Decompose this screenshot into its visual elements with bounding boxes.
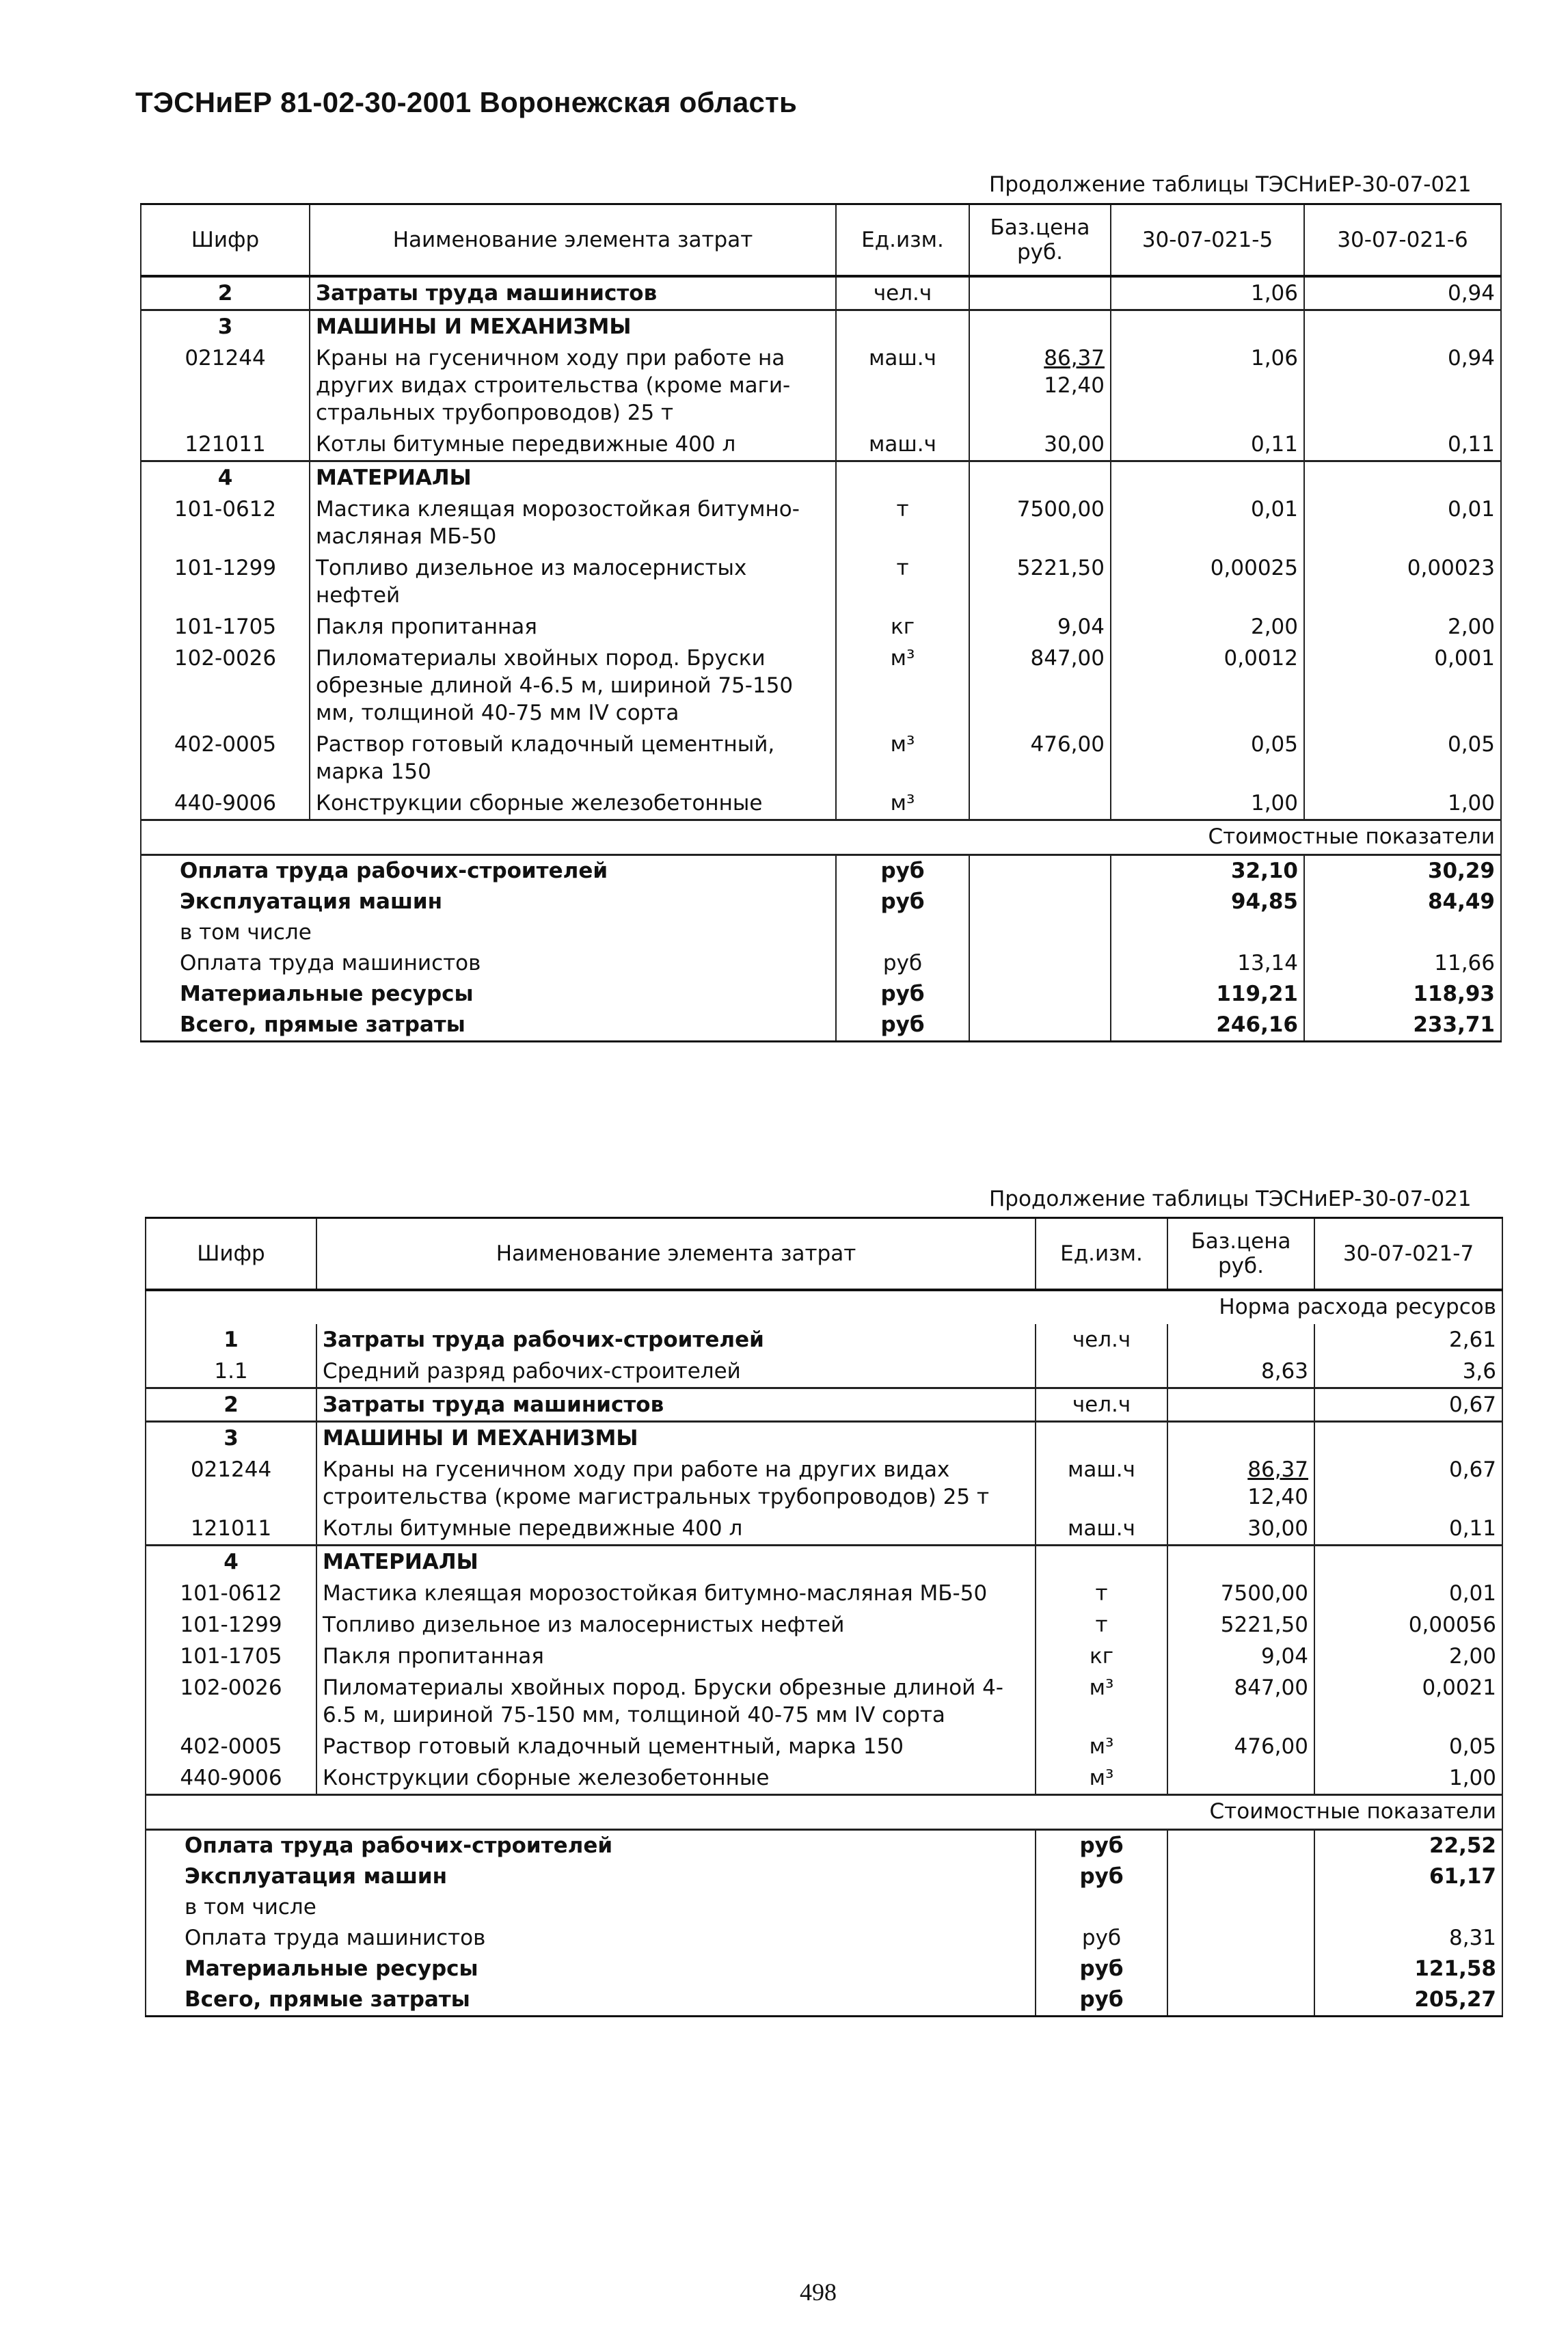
cell-unit: чел.ч (836, 276, 969, 310)
summary-row (146, 1830, 1502, 1862)
header-name: Наименование элемента затрат (310, 204, 836, 277)
cost-spacer (141, 820, 1111, 855)
base-price-value: 7500,00 (1016, 497, 1105, 522)
table-row (146, 1641, 1502, 1672)
cell-code: 1 (146, 1324, 316, 1356)
cell-code: 4 (146, 1546, 316, 1578)
cell-base-price (1167, 1356, 1314, 1388)
summary-row (141, 887, 1501, 917)
cell-base-price (969, 461, 1111, 494)
cell-a: 0,67 (1314, 1388, 1502, 1422)
cell-code: 102-0026 (141, 643, 310, 729)
cell-a (1314, 1422, 1502, 1455)
cell-unit: маш.ч (836, 429, 969, 461)
header-unit: Ед.изм. (1036, 1218, 1167, 1291)
header-unit: Ед.изм. (836, 204, 969, 277)
cell-name: МАТЕРИАЛЫ (310, 461, 836, 494)
summary-row (146, 1861, 1502, 1892)
cell-code: 3 (141, 310, 310, 343)
summary-b: 84,49 (1304, 887, 1501, 917)
summary-blank (969, 855, 1111, 887)
table-row (146, 1356, 1502, 1388)
table-row (146, 1388, 1502, 1422)
cell-name: Средний разряд рабочих-строителей (316, 1356, 1036, 1388)
cell-base-price (969, 310, 1111, 343)
summary-label: Материальные ресурсы (141, 979, 836, 1010)
cell-name: Краны на гусеничном ходу при работе на других видах строительства (кроме магистральных трубопроводов) 25 т (316, 1454, 1036, 1513)
cell-b: 0,00023 (1304, 552, 1501, 611)
cell-a: 0,00025 (1111, 552, 1304, 611)
cell-base-price (1167, 1422, 1314, 1455)
header-col-a: 30-07-021-5 (1111, 204, 1304, 277)
cell-name: Затраты труда машинистов (316, 1388, 1036, 1422)
cell-base-price (1167, 1388, 1314, 1422)
base-price-value: 5221,50 (1016, 556, 1105, 580)
cell-base-price (969, 494, 1111, 552)
cell-code: 402-0005 (146, 1731, 316, 1762)
cell-code: 021244 (146, 1454, 316, 1513)
table-row (146, 1546, 1502, 1578)
summary-blank (1167, 1923, 1314, 1954)
cost-label: Стоимостные показатели (1167, 1795, 1502, 1830)
header-code: Шифр (146, 1218, 316, 1291)
table-row (146, 1672, 1502, 1731)
base-price-value: 86,37 (1247, 1457, 1308, 1482)
summary-unit (836, 917, 969, 948)
base-price-value: 9,04 (1057, 615, 1105, 639)
summary-label: Оплата труда машинистов (146, 1923, 1036, 1954)
cell-a: 0,11 (1111, 429, 1304, 461)
summary-row (146, 1984, 1502, 2017)
cell-code: 4 (141, 461, 310, 494)
cell-name: Пиломатериалы хвойных пород. Бруски обрезные длиной 4-6.5 м, шириной 75-150 мм, толщиной 40-75 мм IV сорта (310, 643, 836, 729)
cell-a: 0,05 (1314, 1731, 1502, 1762)
table-row (141, 310, 1501, 343)
base-price-wage-value: 12,40 (1044, 373, 1105, 398)
cost-spacer (146, 1795, 1167, 1830)
cell-code: 101-1705 (141, 611, 310, 643)
cell-a: 0,00056 (1314, 1609, 1502, 1641)
cell-unit (1036, 1422, 1167, 1455)
cell-b: 0,94 (1304, 342, 1501, 429)
summary-row (146, 1954, 1502, 1984)
cell-name: Пакля пропитанная (316, 1641, 1036, 1672)
cell-unit: м³ (1036, 1672, 1167, 1731)
table-row (141, 276, 1501, 310)
cell-a: 0,01 (1111, 494, 1304, 552)
table-row (141, 729, 1501, 787)
cell-b: 0,05 (1304, 729, 1501, 787)
table-row (141, 643, 1501, 729)
cell-base-price (969, 276, 1111, 310)
cell-name: Краны на гусеничном ходу при работе на других видах строительства (кроме маги-стральных трубопроводов) 25 т (310, 342, 836, 429)
summary-unit: руб (836, 1010, 969, 1042)
cell-a: 3,6 (1314, 1356, 1502, 1388)
summary-blank (1167, 1861, 1314, 1892)
summary-row (141, 948, 1501, 979)
cell-name: Мастика клеящая морозостойкая битумно-масляная МБ-50 (310, 494, 836, 552)
summary-blank (969, 887, 1111, 917)
cell-base-price (1167, 1578, 1314, 1609)
table-header-row (141, 204, 1501, 277)
cell-a: 1,00 (1111, 787, 1304, 820)
summary-blank (969, 917, 1111, 948)
summary-a (1111, 917, 1304, 948)
cell-unit: м³ (836, 787, 969, 820)
summary-blank (969, 979, 1111, 1010)
cell-unit: м³ (836, 643, 969, 729)
base-price-value: 847,00 (1234, 1675, 1308, 1700)
cell-base-price (1167, 1324, 1314, 1356)
summary-unit: руб (1036, 1923, 1167, 1954)
cell-name: Раствор готовый кладочный цементный, марка 150 (310, 729, 836, 787)
header-name: Наименование элемента затрат (316, 1218, 1036, 1291)
cell-name: Пиломатериалы хвойных пород. Бруски обрезные длиной 4-6.5 м, шириной 75-150 мм, толщиной 40-75 мм IV сорта (316, 1672, 1036, 1731)
cell-name: МАШИНЫ И МЕХАНИЗМЫ (316, 1422, 1036, 1455)
cell-a: 0,05 (1111, 729, 1304, 787)
cell-b: 0,94 (1304, 276, 1501, 310)
base-price-value: 30,00 (1247, 1516, 1308, 1541)
cell-code: 402-0005 (141, 729, 310, 787)
norm-spacer (146, 1290, 1167, 1324)
summary-a: 13,14 (1111, 948, 1304, 979)
table-row (141, 611, 1501, 643)
cell-code: 3 (146, 1422, 316, 1455)
summary-b: 30,29 (1304, 855, 1501, 887)
summary-unit: руб (836, 948, 969, 979)
cell-name: МАТЕРИАЛЫ (316, 1546, 1036, 1578)
cell-base-price (969, 787, 1111, 820)
cell-name: Конструкции сборные железобетонные (310, 787, 836, 820)
summary-a (1314, 1892, 1502, 1923)
header-col-a: 30-07-021-7 (1314, 1218, 1502, 1291)
cell-code: 021244 (141, 342, 310, 429)
summary-row (141, 917, 1501, 948)
summary-label: Эксплуатация машин (141, 887, 836, 917)
cell-a: 0,0021 (1314, 1672, 1502, 1731)
summary-label: Всего, прямые затраты (141, 1010, 836, 1042)
summary-label: Эксплуатация машин (146, 1861, 1036, 1892)
table-row (146, 1513, 1502, 1546)
cell-b: 0,01 (1304, 494, 1501, 552)
cell-code: 101-0612 (146, 1578, 316, 1609)
cell-a: 2,61 (1314, 1324, 1502, 1356)
cell-base-price (1167, 1513, 1314, 1546)
summary-a: 61,17 (1314, 1861, 1502, 1892)
cell-unit: м³ (836, 729, 969, 787)
summary-unit: руб (836, 887, 969, 917)
resource-table-1 (140, 203, 1502, 1042)
cell-unit: кг (836, 611, 969, 643)
table-row (146, 1454, 1502, 1513)
cell-base-price (1167, 1731, 1314, 1762)
page-number: 498 (800, 2278, 837, 2306)
cell-unit: м³ (1036, 1731, 1167, 1762)
table-row (146, 1609, 1502, 1641)
cell-base-price (969, 552, 1111, 611)
summary-unit: руб (836, 855, 969, 887)
summary-blank (1167, 1830, 1314, 1862)
cell-base-price (969, 429, 1111, 461)
summary-label: Оплата труда машинистов (141, 948, 836, 979)
cell-base-price (1167, 1641, 1314, 1672)
base-price-value: 5221,50 (1220, 1613, 1308, 1637)
summary-label: Всего, прямые затраты (146, 1984, 1036, 2017)
cell-unit: чел.ч (1036, 1388, 1167, 1422)
summary-unit: руб (1036, 1954, 1167, 1984)
summary-row (141, 1010, 1501, 1042)
document-title: ТЭСНиЕР 81-02-30-2001 Воронежская область (135, 86, 798, 118)
table-row (146, 1578, 1502, 1609)
cell-a: 2,00 (1111, 611, 1304, 643)
summary-a: 246,16 (1111, 1010, 1304, 1042)
cell-base-price (969, 611, 1111, 643)
summary-blank (1167, 1984, 1314, 2017)
summary-b: 233,71 (1304, 1010, 1501, 1042)
table-row (146, 1422, 1502, 1455)
norm-label: Норма расхода ресурсов (1167, 1290, 1502, 1324)
cell-b: 1,00 (1304, 787, 1501, 820)
summary-a: 32,10 (1111, 855, 1304, 887)
cell-a (1111, 461, 1304, 494)
cell-name: Конструкции сборные железобетонные (316, 1762, 1036, 1795)
cell-code: 101-1705 (146, 1641, 316, 1672)
cell-a (1314, 1546, 1502, 1578)
cell-base-price (1167, 1609, 1314, 1641)
cell-unit (1036, 1356, 1167, 1388)
cell-code: 101-1299 (146, 1609, 316, 1641)
cell-unit: т (1036, 1578, 1167, 1609)
cell-name: Затраты труда рабочих-строителей (316, 1324, 1036, 1356)
cell-a: 2,00 (1314, 1641, 1502, 1672)
cell-base-price (969, 729, 1111, 787)
cell-base-price (969, 342, 1111, 429)
cell-b: 2,00 (1304, 611, 1501, 643)
cell-code: 1.1 (146, 1356, 316, 1388)
base-price-wage-value: 12,40 (1247, 1485, 1308, 1509)
cell-a: 1,06 (1111, 276, 1304, 310)
cell-base-price (1167, 1546, 1314, 1578)
summary-unit: руб (836, 979, 969, 1010)
cell-unit: т (836, 494, 969, 552)
summary-unit: руб (1036, 1861, 1167, 1892)
cell-a: 0,0012 (1111, 643, 1304, 729)
cell-code: 440-9006 (146, 1762, 316, 1795)
cell-name: МАШИНЫ И МЕХАНИЗМЫ (310, 310, 836, 343)
table-row (141, 342, 1501, 429)
cell-b: 0,001 (1304, 643, 1501, 729)
cell-base-price (1167, 1672, 1314, 1731)
summary-b (1304, 917, 1501, 948)
summary-label: Материальные ресурсы (146, 1954, 1036, 1984)
base-price-value: 9,04 (1260, 1644, 1308, 1669)
summary-a: 22,52 (1314, 1830, 1502, 1862)
cell-unit: т (836, 552, 969, 611)
summary-unit: руб (1036, 1830, 1167, 1862)
cell-unit: кг (1036, 1641, 1167, 1672)
table-row (141, 787, 1501, 820)
summary-row (146, 1923, 1502, 1954)
cell-name: Котлы битумные передвижные 400 л (316, 1513, 1036, 1546)
header-col-b: 30-07-021-6 (1304, 204, 1501, 277)
cost-label-row (146, 1795, 1502, 1830)
cell-code: 121011 (141, 429, 310, 461)
summary-label: в том числе (146, 1892, 1036, 1923)
cell-a: 0,11 (1314, 1513, 1502, 1546)
cell-name: Пакля пропитанная (310, 611, 836, 643)
table-row (141, 552, 1501, 611)
norm-label-row (146, 1290, 1502, 1324)
cell-base-price (1167, 1454, 1314, 1513)
summary-blank (1167, 1892, 1314, 1923)
summary-a: 94,85 (1111, 887, 1304, 917)
cell-code: 2 (146, 1388, 316, 1422)
base-price-value: 476,00 (1030, 732, 1105, 757)
cell-code: 121011 (146, 1513, 316, 1546)
base-price-value: 30,00 (1044, 432, 1105, 457)
resource-table-2 (145, 1217, 1503, 2017)
cell-code: 101-0612 (141, 494, 310, 552)
base-price-value: 476,00 (1234, 1734, 1308, 1759)
summary-row (146, 1892, 1502, 1923)
cell-name: Затраты труда машинистов (310, 276, 836, 310)
cell-name: Топливо дизельное из малосернистых нефтей (316, 1609, 1036, 1641)
cell-unit: т (1036, 1609, 1167, 1641)
summary-unit (1036, 1892, 1167, 1923)
cell-a (1111, 310, 1304, 343)
cell-a: 0,01 (1314, 1578, 1502, 1609)
cell-code: 102-0026 (146, 1672, 316, 1731)
table-row (141, 461, 1501, 494)
cell-b (1304, 310, 1501, 343)
cost-label-row (141, 820, 1501, 855)
cell-name: Топливо дизельное из малосернистых нефтей (310, 552, 836, 611)
summary-a: 8,31 (1314, 1923, 1502, 1954)
table-row (141, 429, 1501, 461)
summary-b: 118,93 (1304, 979, 1501, 1010)
summary-b: 11,66 (1304, 948, 1501, 979)
cell-unit: маш.ч (1036, 1454, 1167, 1513)
table-header-row (146, 1218, 1502, 1291)
header-code: Шифр (141, 204, 310, 277)
cell-unit: маш.ч (1036, 1513, 1167, 1546)
cell-code: 101-1299 (141, 552, 310, 611)
summary-a: 119,21 (1111, 979, 1304, 1010)
cell-unit (836, 310, 969, 343)
summary-label: в том числе (141, 917, 836, 948)
table-row (146, 1731, 1502, 1762)
summary-blank (1167, 1954, 1314, 1984)
cell-b: 0,11 (1304, 429, 1501, 461)
table2-caption: Продолжение таблицы ТЭСНиЕР-30-07-021 (989, 1187, 1472, 1211)
table-row (146, 1762, 1502, 1795)
cell-unit: маш.ч (836, 342, 969, 429)
summary-row (141, 979, 1501, 1010)
table1-caption: Продолжение таблицы ТЭСНиЕР-30-07-021 (989, 172, 1472, 197)
cell-name: Котлы битумные передвижные 400 л (310, 429, 836, 461)
table-row (146, 1324, 1502, 1356)
base-price-value: 86,37 (1044, 346, 1105, 371)
cell-a: 0,67 (1314, 1454, 1502, 1513)
summary-a: 121,58 (1314, 1954, 1502, 1984)
cell-code: 440-9006 (141, 787, 310, 820)
header-base-price: Баз.цена руб. (1167, 1218, 1314, 1291)
cell-b (1304, 461, 1501, 494)
cell-unit (836, 461, 969, 494)
cell-name: Раствор готовый кладочный цементный, марка 150 (316, 1731, 1036, 1762)
summary-unit: руб (1036, 1984, 1167, 2017)
cell-name: Мастика клеящая морозостойкая битумно-масляная МБ-50 (316, 1578, 1036, 1609)
cell-a: 1,00 (1314, 1762, 1502, 1795)
cell-base-price (1167, 1762, 1314, 1795)
summary-label: Оплата труда рабочих-строителей (146, 1830, 1036, 1862)
summary-blank (969, 1010, 1111, 1042)
cell-unit (1036, 1546, 1167, 1578)
cell-code: 2 (141, 276, 310, 310)
cell-unit: м³ (1036, 1762, 1167, 1795)
table-row (141, 494, 1501, 552)
base-price-value: 7500,00 (1220, 1581, 1308, 1606)
summary-label: Оплата труда рабочих-строителей (141, 855, 836, 887)
base-price-value: 8,63 (1260, 1359, 1308, 1384)
summary-row (141, 855, 1501, 887)
summary-a: 205,27 (1314, 1984, 1502, 2017)
cell-base-price (969, 643, 1111, 729)
base-price-value: 847,00 (1030, 646, 1105, 671)
summary-blank (969, 948, 1111, 979)
cell-a: 1,06 (1111, 342, 1304, 429)
cost-label: Стоимостные показатели (1111, 820, 1501, 855)
header-base-price: Баз.цена руб. (969, 204, 1111, 277)
cell-unit: чел.ч (1036, 1324, 1167, 1356)
